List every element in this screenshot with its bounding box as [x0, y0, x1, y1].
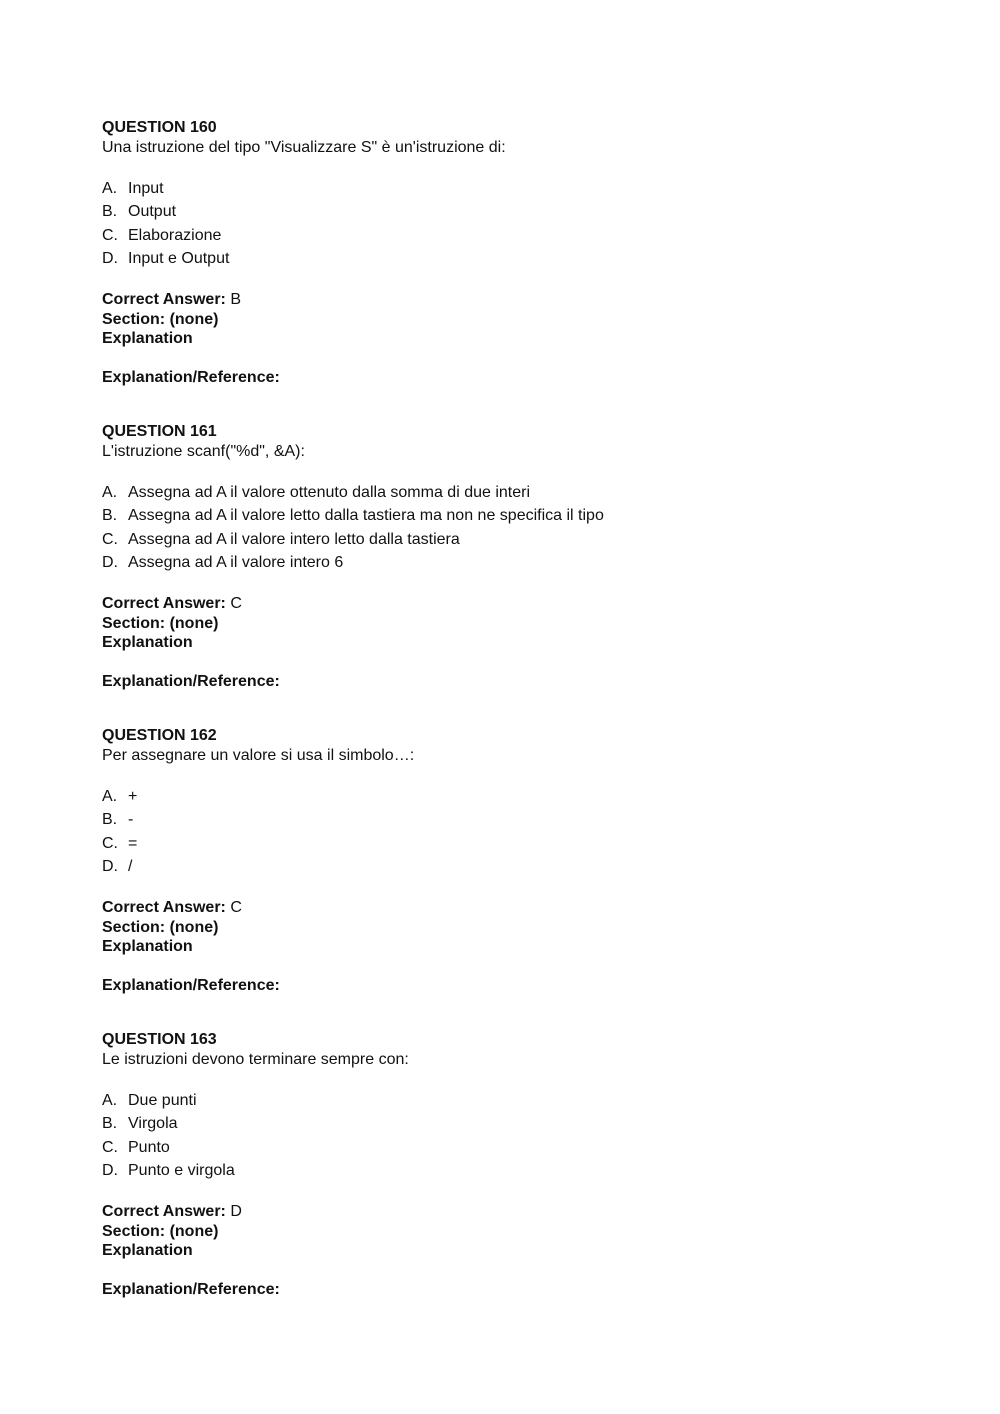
- option-text: Assegna ad A il valore intero 6: [128, 553, 344, 571]
- option-text: Punto: [128, 1138, 170, 1156]
- section-line: Section: (none): [102, 310, 219, 328]
- option-item: [102, 247, 962, 270]
- question-title: QUESTION 163: [102, 1031, 217, 1048]
- section-line: Section: (none): [102, 1222, 219, 1240]
- option-item: [102, 481, 962, 504]
- option-item: [102, 1112, 962, 1135]
- option-text: Input: [128, 180, 164, 197]
- answer-meta: [102, 1202, 962, 1300]
- option-letter: A.: [102, 1092, 118, 1109]
- correct-answer-value: C: [230, 899, 242, 917]
- option-item: [102, 551, 962, 574]
- option-text: Input e Output: [128, 249, 230, 267]
- option-text: Virgola: [128, 1115, 178, 1133]
- correct-answer-label: Correct Answer:: [102, 291, 226, 309]
- option-text: /: [128, 857, 133, 875]
- option-item: [102, 504, 962, 527]
- option-item: [102, 177, 962, 200]
- question-title: QUESTION 162: [102, 727, 217, 744]
- answer-meta: [102, 898, 962, 996]
- option-letter: D.: [102, 553, 118, 571]
- section-line: Section: (none): [102, 614, 219, 632]
- option-letter: C.: [102, 530, 118, 548]
- option-text: Elaborazione: [128, 226, 222, 244]
- option-text: Assegna ad A il valore letto dalla tastiera ma non ne specifica il tipo: [128, 507, 604, 525]
- correct-answer-value: D: [230, 1203, 242, 1221]
- option-letter: B.: [102, 507, 118, 525]
- options-list: [102, 481, 962, 574]
- option-text: Punto e virgola: [128, 1161, 235, 1179]
- option-letter: D.: [102, 1161, 118, 1179]
- option-letter: D.: [102, 857, 118, 875]
- option-letter: A.: [102, 788, 118, 805]
- correct-answer-value: B: [230, 291, 242, 309]
- option-item: [102, 832, 962, 855]
- correct-answer-line: [102, 594, 962, 614]
- option-letter: A.: [102, 484, 118, 501]
- question-block: [102, 422, 962, 692]
- option-letter: B.: [102, 811, 118, 829]
- question-title: QUESTION 160: [102, 119, 217, 136]
- option-item: [102, 528, 962, 551]
- option-text: -: [128, 811, 134, 829]
- question-text: Le istruzioni devono terminare sempre con:: [102, 1050, 409, 1068]
- question-block: [102, 1030, 962, 1300]
- option-letter: C.: [102, 1138, 118, 1156]
- option-item: [102, 200, 962, 223]
- explanation-line: Explanation: [102, 330, 193, 348]
- explanation-reference-line: Explanation/Reference:: [102, 1281, 280, 1299]
- explanation-reference-line: Explanation/Reference:: [102, 369, 280, 387]
- question-text: L'istruzione scanf("%d", &A):: [102, 442, 305, 460]
- option-letter: B.: [102, 203, 118, 221]
- correct-answer-label: Correct Answer:: [102, 899, 226, 917]
- question-text: Per assegnare un valore si usa il simbolo…:: [102, 746, 415, 764]
- option-text: +: [128, 788, 138, 805]
- option-item: [102, 1089, 962, 1112]
- explanation-line: Explanation: [102, 938, 193, 956]
- explanation-reference-line: Explanation/Reference:: [102, 673, 280, 691]
- explanation-line: Explanation: [102, 1242, 193, 1260]
- correct-answer-value: C: [230, 595, 242, 613]
- option-item: [102, 785, 962, 808]
- option-text: Assegna ad A il valore ottenuto dalla somma di due interi: [128, 484, 531, 501]
- options-list: [102, 177, 962, 270]
- correct-answer-label: Correct Answer:: [102, 1203, 226, 1221]
- option-text: Assegna ad A il valore intero letto dalla tastiera: [128, 530, 460, 548]
- correct-answer-label: Correct Answer:: [102, 595, 226, 613]
- option-letter: C.: [102, 226, 118, 244]
- option-item: [102, 808, 962, 831]
- correct-answer-line: [102, 1202, 962, 1222]
- question-text: Una istruzione del tipo "Visualizzare S" è un'istruzione di:: [102, 138, 506, 156]
- option-text: Output: [128, 203, 177, 221]
- options-list: [102, 1089, 962, 1182]
- question-block: [102, 118, 962, 388]
- explanation-line: Explanation: [102, 634, 193, 652]
- correct-answer-line: [102, 290, 962, 310]
- option-item: [102, 1159, 962, 1182]
- option-item: [102, 1136, 962, 1159]
- explanation-reference-line: Explanation/Reference:: [102, 977, 280, 995]
- option-text: Due punti: [128, 1092, 197, 1109]
- options-list: [102, 785, 962, 878]
- option-letter: A.: [102, 180, 118, 197]
- question-title: QUESTION 161: [102, 423, 217, 440]
- answer-meta: [102, 594, 962, 692]
- question-block: [102, 726, 962, 996]
- option-item: [102, 224, 962, 247]
- option-item: [102, 855, 962, 878]
- option-letter: C.: [102, 834, 118, 852]
- option-letter: B.: [102, 1115, 118, 1133]
- option-text: =: [128, 834, 138, 852]
- answer-meta: [102, 290, 962, 388]
- section-line: Section: (none): [102, 918, 219, 936]
- correct-answer-line: [102, 898, 962, 918]
- option-letter: D.: [102, 249, 118, 267]
